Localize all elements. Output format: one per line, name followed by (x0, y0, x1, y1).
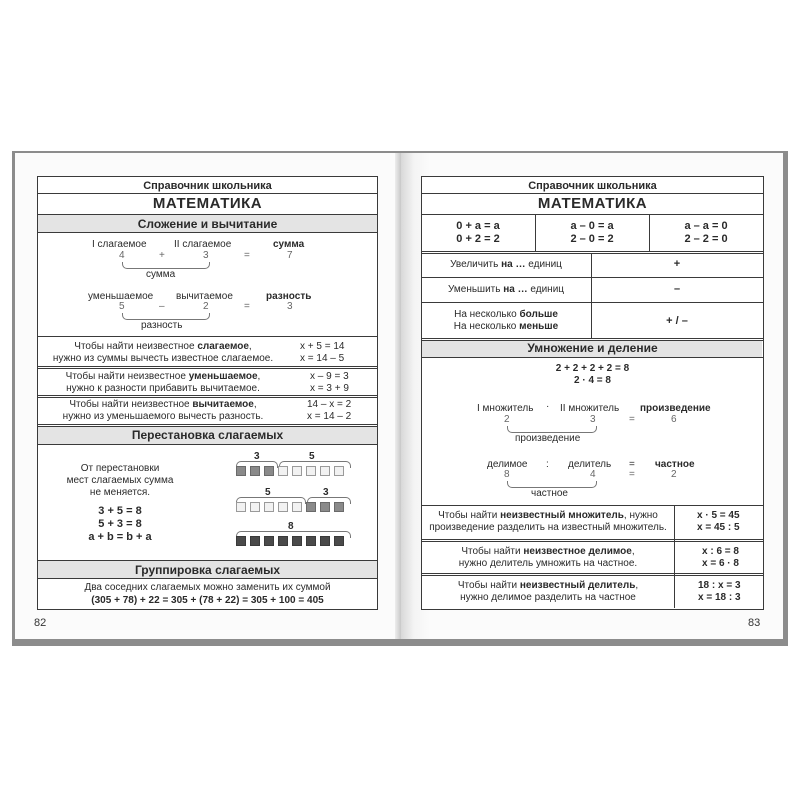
factor-1-value: 2 (504, 414, 510, 425)
addend-2-value: 3 (203, 250, 209, 261)
subtrahend-value: 2 (203, 301, 209, 312)
bar-cell (236, 502, 246, 512)
bar-cell (250, 536, 260, 546)
factor-2-label: II множитель (560, 403, 620, 414)
section-grouping: Группировка слагаемых (134, 563, 281, 577)
dividend-label: делимое (487, 459, 528, 470)
decrease-by-label: Уменьшить на … единиц (447, 284, 565, 295)
rule-minuend-text: Чтобы найти неизвестное уменьшаемое, нужно к разности прибавить вычитаемое. (65, 371, 261, 394)
bar-cell (292, 502, 302, 512)
section-multiplication-division: Умножение и деление (527, 341, 658, 355)
zero-sub-rule: a – 0 = a 2 – 0 = 2 (570, 220, 614, 245)
rule-divisor-text: Чтобы найти неизвестный делитель, нужно делимое разделить на частное (457, 580, 639, 603)
rule-subtrahend-text: Чтобы найти неизвестное вычитаемое, нужно из уменьшаемого вычесть разность. (62, 399, 264, 422)
bar-cell (278, 466, 288, 476)
bar-cell (320, 536, 330, 546)
grouping-text: Два соседних слагаемых можно заменить их суммой (84, 582, 331, 593)
factor-1-label: I множитель (477, 403, 534, 414)
bar-cell (278, 536, 288, 546)
plus-sign: + (159, 250, 165, 261)
bar-row1-label-b: 5 (309, 451, 315, 462)
sum-label: сумма (273, 239, 305, 250)
quotient-equals: = (629, 469, 635, 480)
rule-dividend-text: Чтобы найти неизвестное делимое, нужно делитель умножить на частное. (458, 546, 638, 569)
quotient-brace (507, 481, 597, 488)
rule-divisor-formula: 18 : x = 3 x = 18 : 3 (698, 580, 741, 603)
bar-cell (334, 502, 344, 512)
subtrahend-label: вычитаемое (176, 291, 233, 302)
equals-sign: = (244, 250, 250, 261)
product-label: произведение (640, 403, 711, 414)
bar-cell (236, 466, 246, 476)
sum-brace-label: сумма (146, 269, 176, 280)
left-page-header: Справочник школьника (143, 180, 272, 192)
bar-row1-label-a: 3 (254, 451, 260, 462)
addend-1-label: I слагаемое (92, 239, 147, 250)
bar-cell (306, 466, 316, 476)
bar-cell (264, 502, 274, 512)
sum-value: 7 (287, 250, 293, 261)
right-page-number: 83 (748, 617, 761, 629)
rule-subtrahend-formula: 14 – x = 2 x = 14 – 2 (307, 399, 352, 422)
bar-cell (292, 536, 302, 546)
bar-cell (306, 536, 316, 546)
bar-cell (320, 502, 330, 512)
repeated-addition: 2 + 2 + 2 + 2 = 8 2 · 4 = 8 (555, 363, 630, 386)
addend-2-label: II слагаемое (174, 239, 232, 250)
section-commutative: Перестановка слагаемых (131, 428, 284, 442)
rule-factor-text: Чтобы найти неизвестный множитель, нужно произведение разделить на известный множитель. (429, 510, 667, 533)
divisor-label: делитель (568, 459, 612, 470)
product-brace-label: произведение (515, 433, 581, 444)
minuend-label: уменьшаемое (88, 291, 154, 302)
commutative-examples: 3 + 5 = 8 5 + 3 = 8 a + b = b + a (88, 505, 152, 543)
divisor-value: 4 (590, 469, 596, 480)
quotient-value: 2 (671, 469, 677, 480)
bar-cell (334, 466, 344, 476)
difference-brace-label: разность (141, 320, 183, 331)
rule-dividend-formula: x : 6 = 8 x = 6 · 8 (702, 546, 739, 569)
times-more-less-label: На несколько больше На несколько меньше (453, 309, 559, 332)
addend-1-value: 4 (119, 250, 125, 261)
bar-cell (264, 466, 274, 476)
minuend-value: 5 (119, 301, 125, 312)
bar-cell (264, 536, 274, 546)
rule-addend-text: Чтобы найти неизвестное слагаемое, нужно из суммы вычесть известное слагаемое. (52, 341, 274, 364)
rule-minuend-formula: x – 9 = 3 x = 3 + 9 (310, 371, 349, 394)
bar-row3-label: 8 (288, 521, 294, 532)
increase-by-label: Увеличить на … единиц (450, 259, 562, 270)
equals-sign-2: = (244, 301, 250, 312)
decrease-sign: – (673, 283, 681, 295)
zero-add-rule: 0 + a = a 0 + 2 = 2 (456, 220, 500, 245)
bar-cell (306, 502, 316, 512)
grouping-equation: (305 + 78) + 22 = 305 + (78 + 22) = 305 + 100 = 405 (91, 595, 324, 606)
difference-value: 3 (287, 301, 293, 312)
book-spine (395, 153, 401, 639)
bar-cell (292, 466, 302, 476)
factor-2-value: 3 (590, 414, 596, 425)
increase-sign: + (673, 258, 681, 270)
quotient-brace-label: частное (531, 488, 568, 499)
sum-brace (122, 262, 210, 269)
plus-minus-sign: + / – (666, 315, 688, 327)
difference-brace (122, 313, 210, 320)
product-equals: = (629, 414, 635, 425)
bar-cell (320, 466, 330, 476)
product-brace (507, 426, 597, 433)
dividend-value: 8 (504, 469, 510, 480)
rule-addend-formula: x + 5 = 14 x = 14 – 5 (300, 341, 345, 364)
bar-cell (278, 502, 288, 512)
bar-cell (250, 502, 260, 512)
bar-row2-label-b: 3 (323, 487, 329, 498)
bar-cell (334, 536, 344, 546)
left-page-number: 82 (34, 617, 47, 629)
self-sub-rule: a – a = 0 2 – 2 = 0 (684, 220, 728, 245)
multiply-dot-label: · (546, 401, 550, 412)
difference-label: разность (266, 291, 312, 302)
quotient-equals-label: = (629, 459, 635, 470)
right-page-header: Справочник школьника (528, 180, 657, 192)
product-value: 6 (671, 414, 677, 425)
minus-sign: – (159, 301, 165, 312)
section-addition-subtraction: Сложение и вычитание (137, 217, 278, 231)
divide-colon-label: : (546, 459, 549, 470)
bar-row2-label-a: 5 (265, 487, 271, 498)
rule-factor-formula: x · 5 = 45 x = 45 : 5 (697, 510, 740, 533)
bar-cell (250, 466, 260, 476)
commutative-text: От перестановки мест слагаемых сумма не меняется. (66, 463, 174, 498)
right-page-title: МАТЕМАТИКА (537, 195, 648, 212)
bar-cell (236, 536, 246, 546)
quotient-label: частное (655, 459, 695, 470)
left-page-title: МАТЕМАТИКА (152, 195, 263, 212)
